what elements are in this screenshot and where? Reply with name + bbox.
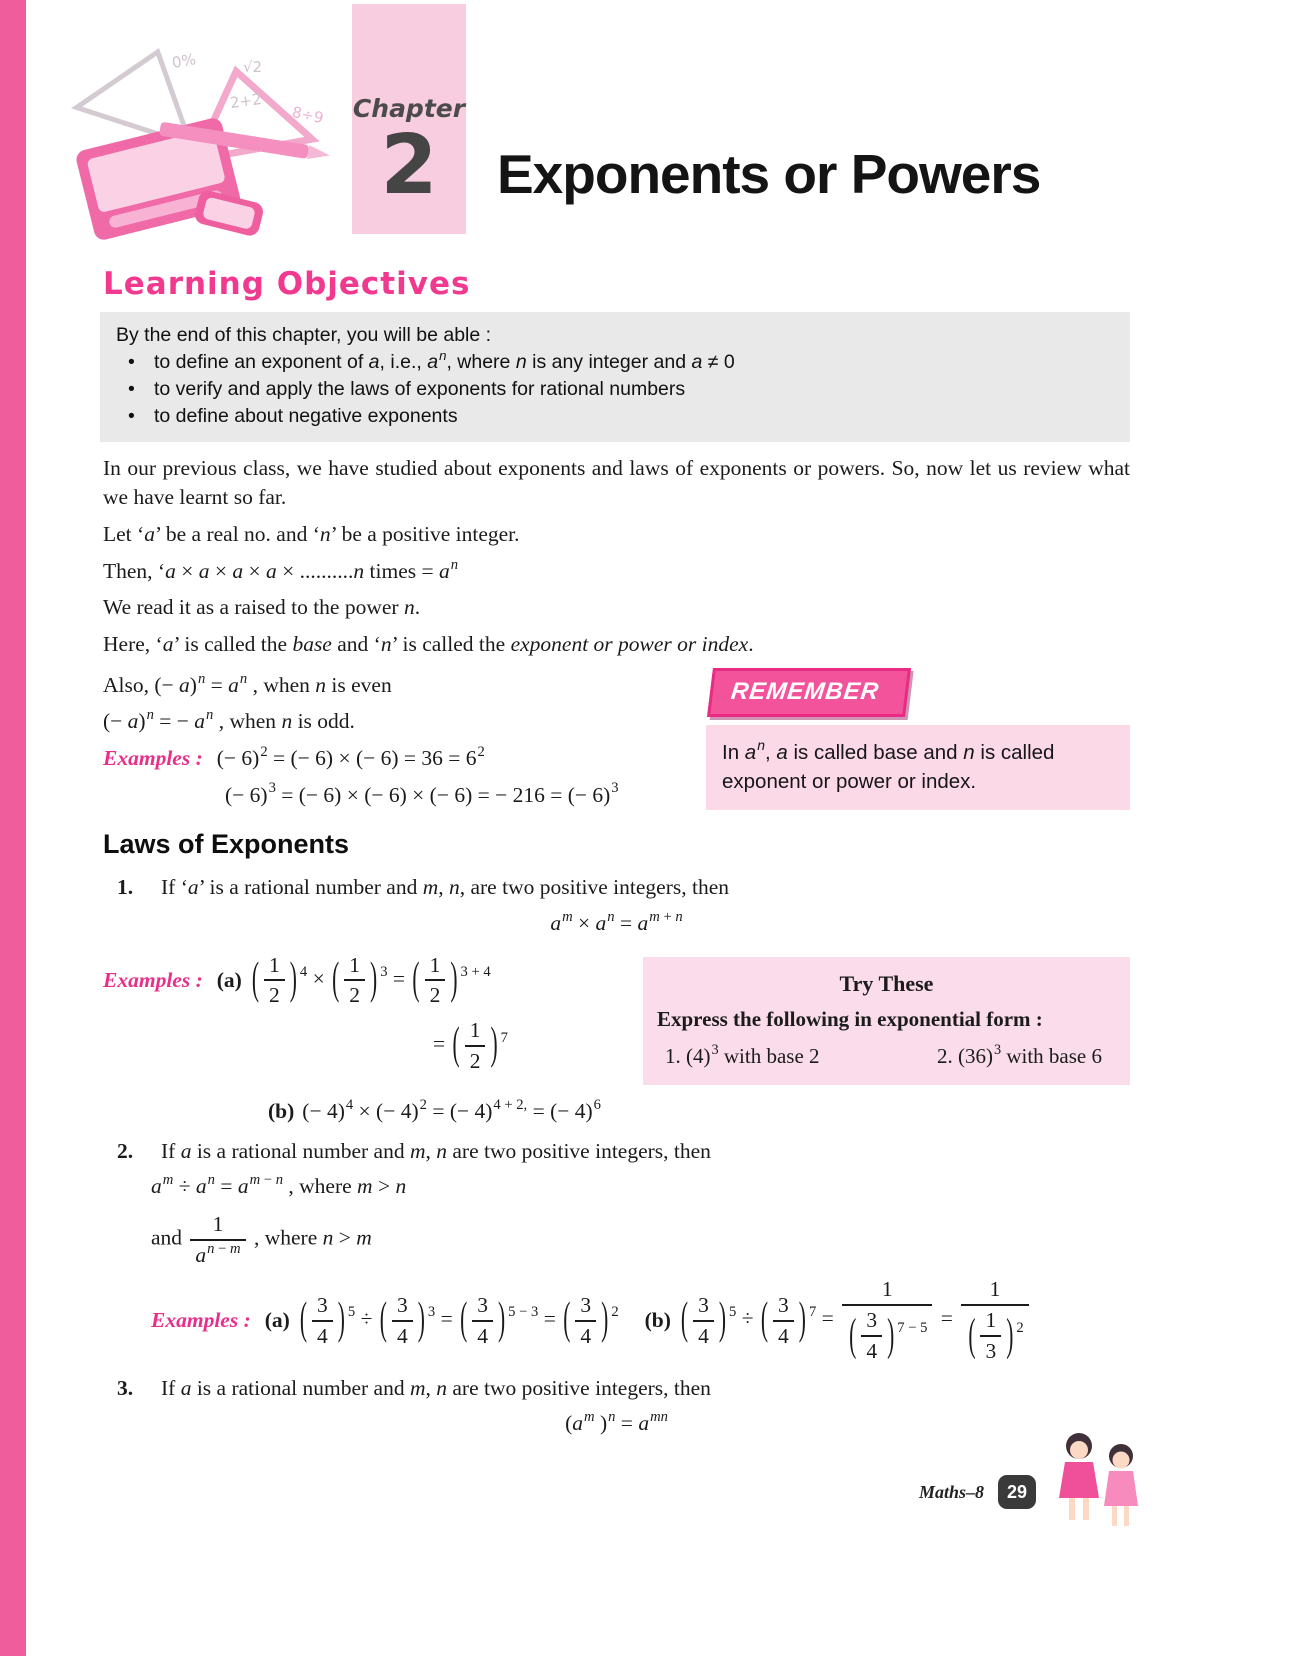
example-math: ( $\frac{3}{4}$ ) $^5$ ÷ ( $\frac{3}{4}$ ) $^7$ = 1 ( $\frac{3}{4}$ ) $^{7 - 5}$ = 1 ( $\frac{1}{3}$ ) $^2$ [679, 1277, 1032, 1363]
remember-ribbon: REMEMBER [707, 668, 911, 717]
page-footer [0, 1420, 1296, 1550]
line-odd: (− a)$^n$ = − $a^n$ , when n is odd. [103, 707, 355, 734]
law-1-example-b [268, 1097, 1130, 1127]
objective-text: to define about negative exponents [154, 404, 458, 427]
example-marker: (a) [216, 967, 242, 992]
bullet-icon: • [128, 404, 135, 427]
example-math: (− 6)$^2$ = (− 6) × (− $6) = 36 = 6^2$ [216, 743, 485, 770]
line-here: Here, ‘a’ is called the base and ‘n’ is called the exponent or power or index. [103, 631, 754, 656]
line-then: Then, ‘a × a × a × a × ..........n times = $a^n$ [103, 556, 459, 583]
chapter-number: 2 [380, 118, 438, 213]
page-number-badge: 29 [998, 1475, 1036, 1509]
law-1-formula: $a^m \times a^n = a^{m + n}$ [550, 909, 683, 936]
law-1-example-a-continued [433, 1018, 643, 1073]
law-2-examples [151, 1277, 1130, 1363]
examples-label: Examples : [103, 745, 203, 770]
example-math: (− 4)$^4$ × (− 4)$^2$ = (− 4)$^{4 + 2,}$ = (− 4)$^6$ [302, 1096, 601, 1124]
try-these-item-2: 2. $(36)^3$ with base 6 [936, 1042, 1102, 1069]
doodle-percent: 0% [170, 50, 198, 72]
objective-item [116, 376, 1114, 403]
law-3-statement [103, 1374, 1130, 1404]
intro-paragraph: In our previous class, we have studied about exponents and laws of exponents or powers. So, now let us review what we have learnt so far. [103, 455, 1130, 510]
example-math: ( $\frac{3}{4}$ ) $^5$ ÷ ( $\frac{3}{4}$ ) $^3$ = ( $\frac{3}{4}$ ) $^{5 - 3}$ = ( $\frac{3}{4}$ ) $^2$ [299, 1292, 619, 1348]
law-2-formula-1: $a^m \div a^n = a^{m - n}$ , where m > n [151, 1172, 407, 1199]
line-read: We read it as a raised to the power n. [103, 595, 421, 620]
law-number: 3. [117, 1375, 134, 1400]
bullet-icon: • [128, 350, 135, 373]
law-1-statement [103, 873, 1130, 903]
kids-illustration-icon [1041, 1426, 1156, 1531]
example-math: (− 6)$^3$ = (− 6) × (− 6) × (− 6) = − 216 = (− 6)$^3$ [225, 780, 619, 807]
law-text: If a is a rational number and m, n are two positive integers, then [161, 1138, 711, 1163]
intro-example-1 [103, 744, 688, 774]
intro-examples-column [103, 664, 688, 811]
remember-box [706, 666, 1130, 811]
bullet-icon: • [128, 377, 135, 400]
doodle-sum: 2+2 [228, 89, 263, 113]
learning-objectives-heading: Learning Objectives [103, 266, 471, 302]
try-these-title: Try These [839, 970, 934, 996]
objective-text: to define an exponent of a, i.e., $a^n$, where n is any integer and a ≠ 0 [154, 347, 735, 373]
try-these-subtitle: Express the following in exponential form : [657, 1007, 1043, 1032]
line-even: Also, (− $a)^n = a^n$ , when n is even [103, 670, 392, 697]
chapter-label: Chapter [352, 94, 466, 123]
examples-label: Examples : [103, 967, 203, 992]
examples-label: Examples : [151, 1307, 251, 1332]
law-number: 2. [117, 1138, 134, 1163]
law-text: If a is a rational number and m, n are two positive integers, then [161, 1375, 711, 1400]
intro-example-2 [225, 781, 688, 811]
book-name: Maths–8 [918, 1482, 984, 1502]
try-these-item-1: 1. $(4)^3$ with base 2 [665, 1042, 820, 1069]
law-1-example-a [103, 953, 643, 1008]
law-2-statement [103, 1137, 1130, 1167]
objectives-box [100, 312, 1130, 442]
doodle-root2: √2 [243, 58, 263, 76]
example-math: = ( $\frac{1}{2}$ ) $^7$ [433, 1017, 508, 1073]
law-number: 1. [117, 875, 134, 900]
doodle-division: 8÷9 [290, 102, 326, 128]
objective-item [116, 403, 1114, 430]
law-3-formula: ($a^m$ )$^n = a^{mn}$ [565, 1409, 668, 1436]
chapter-header [0, 0, 1296, 250]
objective-text: to verify and apply the laws of exponents for rational numbers [154, 377, 686, 400]
example-marker: (b) [268, 1099, 295, 1124]
law-2-formula-2: and $\frac{1}{a^{n - m}}$ , where n > m [151, 1212, 372, 1267]
example-math: ( $\frac{1}{2}$ ) $^4$ × ( $\frac{1}{2}$ ) $^3$ = ( $\frac{1}{2}$ ) $^{3 + 4}$ [251, 952, 491, 1008]
example-marker: (a) [264, 1307, 290, 1332]
main-content [103, 454, 1130, 1439]
line-let: Let ‘a’ be a real no. and ‘n’ be a positive integer. [103, 521, 520, 546]
objectives-intro: By the end of this chapter, you will be able : [116, 324, 492, 346]
law-1-examples [103, 943, 643, 1085]
law-text: If ‘a’ is a rational number and m, n, are two positive integers, then [161, 875, 730, 900]
objective-item [116, 349, 1114, 376]
example-marker: (b) [644, 1307, 671, 1332]
try-these-box [643, 957, 1130, 1085]
chapter-box [352, 4, 466, 234]
laws-heading: Laws of Exponents [103, 829, 350, 860]
chapter-title: Exponents or Powers [497, 143, 1041, 205]
remember-note: In $a^n$, a is called base and n is called exponent or power or index. [706, 725, 1130, 810]
